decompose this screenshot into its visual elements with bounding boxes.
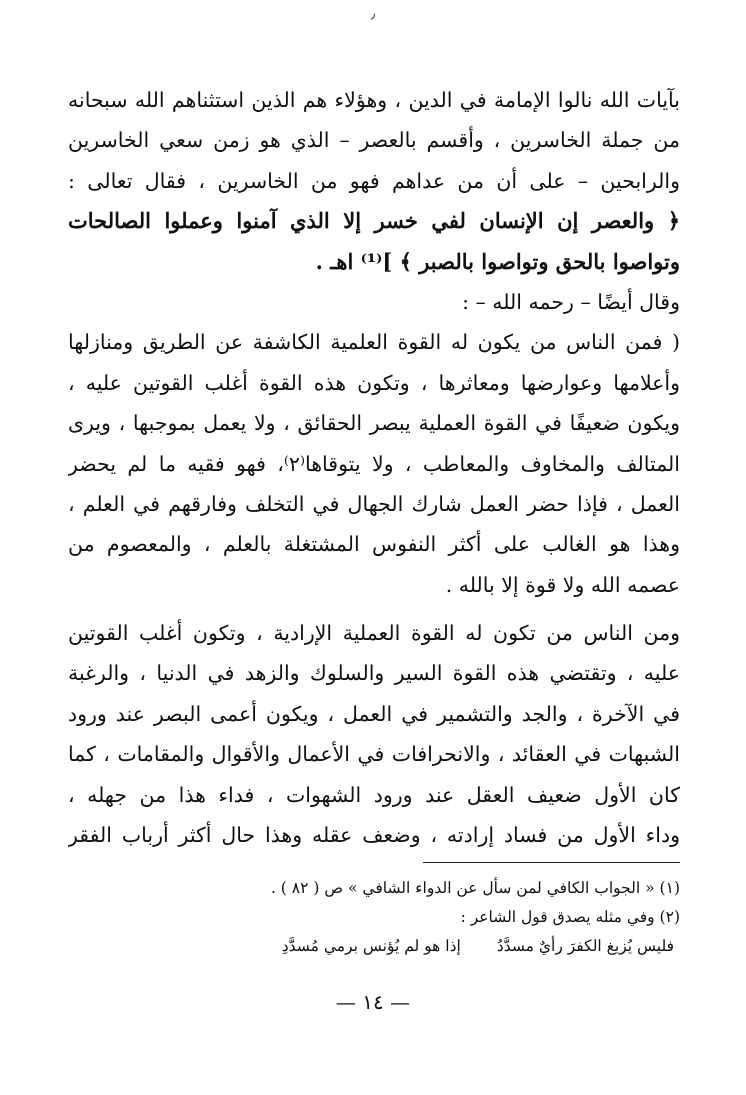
- poetry-verse: [68, 932, 680, 961]
- verse-first-hemistich: فليس يُزيغ الكفرَ رأيٌ مسدَّدُ: [496, 937, 674, 955]
- text-line: عصمه الله ولا قوة إلا بالله .: [445, 572, 680, 597]
- text-line: بآيات الله نالوا الإمامة في الدين ، وهؤلاء هم الذين استثناهم الله سبحانه: [68, 88, 680, 112]
- text-line: ومن الناس من تكون له القوة العملية الإرادية ، وتكون أغلب القوتين: [68, 621, 680, 646]
- quran-verse-line: ﴿ والعصر إن الإنسان لفي خسر إلا الذي آمنوا وعملوا الصالحات: [68, 208, 680, 234]
- text-line: عليه ، وتقتضي هذه القوة السير والسلوك والزهد في الدنيا ، والرغبة: [68, 661, 680, 686]
- footnotes: [68, 874, 680, 961]
- text-line: ( فمن الناس من يكون له القوة العلمية الكاشفة عن الطريق ومنازلها: [68, 330, 680, 355]
- verse-second-hemistich: إذا هو لم يُؤنس برمي مُسدَّدِ: [281, 937, 461, 955]
- text-line: ويكون ضعيفًا في القوة العملية يبصر الحقائق ، ولا يعمل بموجبها ، ويرى: [68, 411, 680, 436]
- top-mark: ٫: [370, 6, 376, 22]
- text-line: وهذا هو الغالب على أكثر النفوس المشتغلة بالعلم ، والمعصوم من: [68, 532, 680, 557]
- text-line: كان الأول ضعيف العقل عند ورود الشهوات ، فداء هذا من جهله ،: [68, 782, 680, 807]
- footnote-divider: [423, 862, 680, 863]
- text-line: في الآخرة ، والجد والتشمير في العمل ، ويكون أعمى البصر عند ورود: [68, 701, 680, 726]
- quran-verse-line: وتواصوا بالحق وتواصوا بالصبر ﴾ ]⁽¹⁾ اهـ .: [315, 248, 680, 274]
- paragraph-gap: [68, 605, 680, 613]
- intro-line: وقال أيضًا – رحمه الله – :: [462, 289, 680, 314]
- footnote-1: (١) « الجواب الكافي لمن سأل عن الدواء الشافي » ص ( ٨٢ ) .: [270, 879, 680, 897]
- text-line: والرابحين – على أن من عداهم فهو من الخاسرين ، فقال تعالى :: [68, 168, 680, 193]
- footnote-2: (٢) وفي مثله يصدق قول الشاعر :: [460, 908, 680, 926]
- text-line: العمل ، فإذا حضر العمل شارك الجهال في التخلف وفارقهم في العلم ،: [68, 491, 680, 516]
- text-line: وداء الأول من فساد إرادته ، وضعف عقله وهذا حال أكثر أرباب الفقر: [68, 823, 680, 848]
- text-line: المتالف والمخاوف والمعاطب ، ولا يتوقاها⁽٢⁾، فهو فقيه ما لم يحضر: [68, 451, 680, 476]
- page-number: — ١٤ —: [335, 990, 411, 1014]
- text-line: من جملة الخاسرين ، وأقسم بالعصر – الذي هو زمن سعي الخاسرين: [68, 128, 680, 153]
- text-line: وأعلامها وعوارضها ومعاثرها ، وتكون هذه القوة أغلب القوتين عليه ،: [68, 370, 680, 395]
- main-text: [68, 80, 680, 855]
- text-line: الشبهات في العقائد ، والانحرافات في الأعمال والأقوال والمقامات ، كما: [68, 742, 680, 767]
